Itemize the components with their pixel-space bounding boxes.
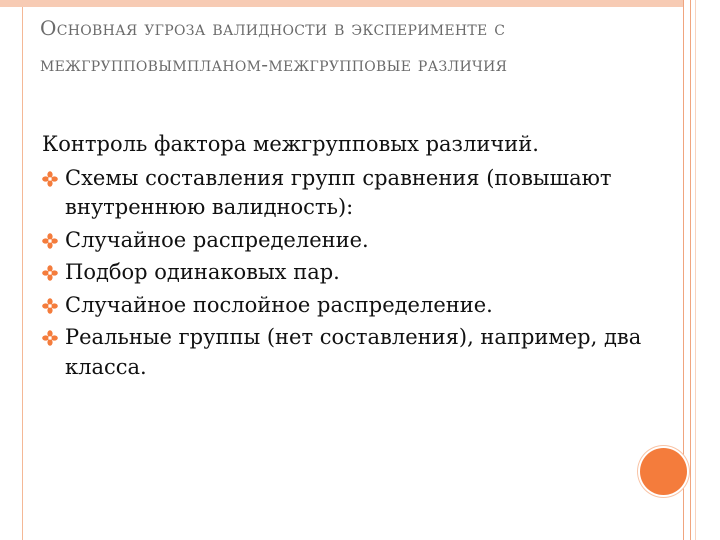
- bullet-item: [42, 258, 672, 288]
- bullet-text: Реальные группы (нет составления), например, два класса.: [65, 325, 642, 379]
- flower-icon: [42, 330, 58, 346]
- bullet-item: [42, 226, 672, 256]
- frame-top-border: [0, 0, 688, 7]
- flower-icon: [42, 298, 58, 314]
- bullet-item: [42, 323, 672, 382]
- bullet-item: [42, 164, 672, 223]
- slide-body: [42, 130, 672, 385]
- flower-icon: [42, 233, 58, 249]
- bullet-list: [42, 164, 672, 383]
- frame-right-margin: [695, 0, 720, 540]
- frame-right-border: [683, 0, 691, 540]
- lead-text: Контроль фактора межгрупповых различий.: [42, 132, 539, 156]
- frame-left-border: [0, 7, 23, 540]
- decorative-circle: [640, 448, 687, 495]
- bullet-text: Случайное послойное распределение.: [65, 292, 493, 317]
- flower-icon: [42, 265, 58, 281]
- flower-icon: [42, 171, 58, 187]
- bullet-text: Подбор одинаковых пар.: [65, 260, 340, 284]
- bullet-text: Схемы составления групп сравнения (повышают внутреннюю валидность):: [65, 165, 612, 219]
- slide-title: Основная угроза валидности в эксперименте с межгрупповымпланом-межгрупповые различия: [40, 16, 508, 76]
- bullet-item: [42, 291, 672, 321]
- bullet-text: Случайное распределение.: [65, 227, 369, 252]
